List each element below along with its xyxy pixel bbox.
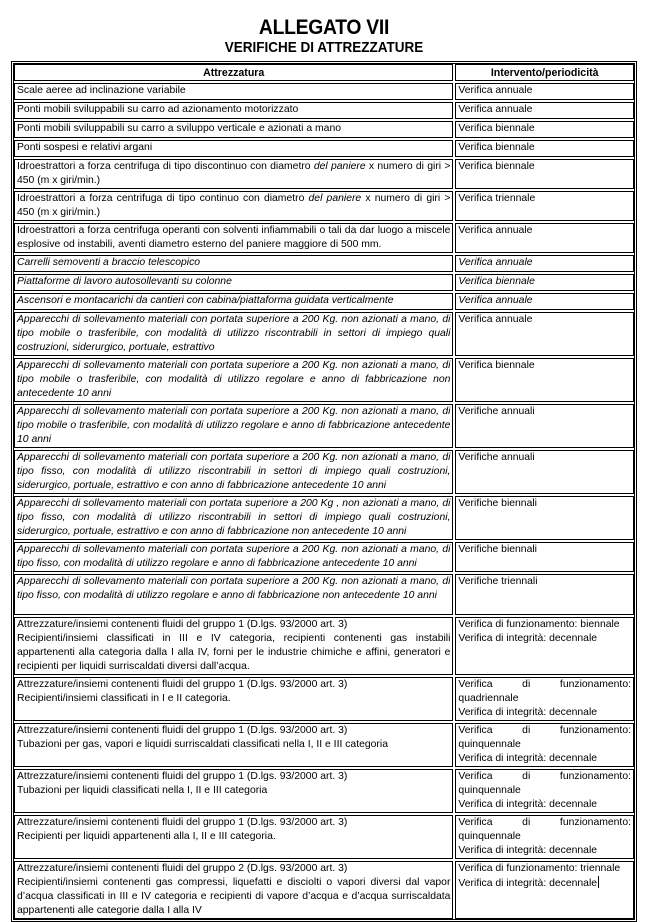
table-row xyxy=(14,450,634,494)
cell-attrezzatura: Attrezzature/insiemi contenenti fluidi del gruppo 1 (D.lgs. 93/2000 art. 3) Recipienti/insiemi classificati in I e II categoria. xyxy=(14,677,453,721)
cell-attrezzatura: Carrelli semoventi a braccio telescopico xyxy=(14,255,453,272)
cell-attrezzatura: Attrezzature/insiemi contenenti fluidi del gruppo 1 (D.lgs. 93/2000 art. 3) Tubazioni per gas, vapori e liquidi surriscaldati classificati nella I, II e III categoria xyxy=(14,723,453,767)
cell-intervento: Verifica di funzionamento: biennale Verifica di integrità: decennale xyxy=(455,617,634,675)
cell-attrezzatura: Apparecchi di sollevamento materiali con portata superiore a 200 Kg. non azionati a mano, di tipo fisso, con modalità di utilizzo riscontrabili in settori di impiego quali costruzioni, siderurgico, portuale, estrattivo e con anno di fabbricazione antecedente 10 anni xyxy=(14,450,453,494)
table-row xyxy=(14,496,634,540)
cell-intervento: Verifica di funzionamento: quinquennale Verifica di integrità: decennale xyxy=(455,815,634,859)
table-row xyxy=(14,159,634,189)
cell-intervento: Verifica triennale xyxy=(455,191,634,221)
cell-attrezzatura: Ascensori e montacarichi da cantieri con cabina/piattaforma guidata verticalmente xyxy=(14,293,453,310)
cell-attrezzatura: Scale aeree ad inclinazione variabile xyxy=(14,83,453,100)
table-row xyxy=(14,121,634,138)
table-row xyxy=(14,191,634,221)
cell-intervento: Verifica annuale xyxy=(455,255,634,272)
table-row xyxy=(14,223,634,253)
cell-intervento: Verifiche annuali xyxy=(455,404,634,448)
cell-intervento: Verifica annuale xyxy=(455,293,634,310)
cell-intervento: Verifiche annuali xyxy=(455,450,634,494)
table-row xyxy=(14,815,634,859)
cell-intervento: Verifiche biennali xyxy=(455,542,634,572)
cell-intervento: Verifica annuale xyxy=(455,223,634,253)
cell-attrezzatura: Attrezzature/insiemi contenenti fluidi del gruppo 1 (D.lgs. 93/2000 art. 3) Recipienti/insiemi classificati in III e IV categoria, recipienti contenenti gas instabili appartenenti alla categoria dalla I alla IV, forni per le industrie chimiche e affini, generatori e recipienti per liquidi surriscaldati diversi dall’acqua. xyxy=(14,617,453,675)
table-row xyxy=(14,255,634,272)
table-row xyxy=(14,274,634,291)
cell-attrezzatura: Idroestrattori a forza centrifuga operanti con solventi infiammabili o tali da dar luogo a miscele esplosive od instabili, aventi diametro esterno del paniere maggiore di 500 mm. xyxy=(14,223,453,253)
table-row xyxy=(14,358,634,402)
cell-intervento: Verifica biennale xyxy=(455,140,634,157)
cell-attrezzatura: Apparecchi di sollevamento materiali con portata superiore a 200 Kg. non azionati a mano, di tipo mobile o trasferibile, con modalità di utilizzo riscontrabili in settori di impiego quali costruzioni, siderurgico, portuale, estrattivo xyxy=(14,312,453,356)
table-row xyxy=(14,723,634,767)
table-row xyxy=(14,769,634,813)
table-row xyxy=(14,312,634,356)
cell-attrezzatura: Attrezzature/insiemi contenenti fluidi del gruppo 2 (D.lgs. 93/2000 art. 3) Recipienti/insiemi contenenti gas compressi, liquefatti e disciolti o vapori diversi dal vapor d’acqua classificati in III e IV categoria e recipienti di vapore d’acqua e d’acqua surriscaldata appartenenti alle categorie dalla I alla IV xyxy=(14,861,453,919)
table-row xyxy=(14,574,634,615)
cell-intervento: Verifica biennale xyxy=(455,159,634,189)
table-header-row xyxy=(14,64,634,81)
cell-attrezzatura: Ponti mobili sviluppabili su carro a sviluppo verticale e azionati a mano xyxy=(14,121,453,138)
cell-intervento: Verifica di funzionamento: quadriennale Verifica di integrità: decennale xyxy=(455,677,634,721)
cell-attrezzatura: Apparecchi di sollevamento materiali con portata superiore a 200 Kg. non azionati a mano, di tipo fisso, con modalità di utilizzo regolare e anno di fabbricazione non antecedente 10 anni xyxy=(14,574,453,615)
table-row xyxy=(14,102,634,119)
cell-intervento: Verifica di funzionamento: quinquennale Verifica di integrità: decennale xyxy=(455,723,634,767)
cell-attrezzatura: Apparecchi di sollevamento materiali con portata superiore a 200 Kg. non azionati a mano, di tipo fisso, con modalità di utilizzo regolare e anno di fabbricazione antecedente 10 anni xyxy=(14,542,453,572)
cell-intervento: Verifica annuale xyxy=(455,83,634,100)
verification-table xyxy=(11,61,637,922)
table-row xyxy=(14,542,634,572)
cell-attrezzatura: Apparecchi di sollevamento materiali con portata superiore a 200 Kg , non azionati a mano, di tipo fisso, con modalità di utilizzo riscontrabili in settori di impiego quali costruzioni, siderurgico, portuale, estrattivo e con anno di fabbricazione non antecedente 10 anni xyxy=(14,496,453,540)
cell-attrezzatura: Piattaforme di lavoro autosollevanti su colonne xyxy=(14,274,453,291)
cell-intervento: Verifica annuale xyxy=(455,102,634,119)
cell-intervento: Verifiche triennali xyxy=(455,574,634,615)
cell-attrezzatura: Idroestrattori a forza centrifuga di tipo continuo con diametro del paniere x numero di giri > 450 (m x giri/min.) xyxy=(14,191,453,221)
header-attrezzatura: Attrezzatura xyxy=(14,64,453,81)
cell-intervento: Verifica di funzionamento: quinquennale Verifica di integrità: decennale xyxy=(455,769,634,813)
cell-attrezzatura: Idroestrattori a forza centrifuga di tipo discontinuo con diametro del paniere x numero di giri > 450 (m x giri/min.) xyxy=(14,159,453,189)
table-row xyxy=(14,140,634,157)
table-row xyxy=(14,404,634,448)
table-row xyxy=(14,293,634,310)
table-row xyxy=(14,83,634,100)
cell-intervento: Verifica biennale xyxy=(455,274,634,291)
table-row xyxy=(14,677,634,721)
cell-attrezzatura: Apparecchi di sollevamento materiali con portata superiore a 200 Kg. non azionati a mano, di tipo mobile o trasferibile, con modalità di utilizzo regolare e anno di fabbricazione antecedente 10 anni xyxy=(14,404,453,448)
document-subtitle: VERIFICHE DI ATTREZZATURE xyxy=(224,39,424,56)
cell-intervento: Verifica biennale xyxy=(455,121,634,138)
cell-intervento: Verifica annuale xyxy=(455,312,634,356)
cell-attrezzatura: Ponti mobili sviluppabili su carro ad azionamento motorizzato xyxy=(14,102,453,119)
cell-intervento[interactable]: Verifica di funzionamento: triennale Verifica di integrità: decennale xyxy=(455,861,634,919)
table-row xyxy=(14,617,634,675)
table-row xyxy=(14,861,634,919)
header-intervento: Intervento/periodicità xyxy=(455,64,634,81)
cell-attrezzatura: Attrezzature/insiemi contenenti fluidi del gruppo 1 (D.lgs. 93/2000 art. 3) Recipienti per liquidi appartenenti alla I, II e III categoria. xyxy=(14,815,453,859)
cell-intervento: Verifiche biennali xyxy=(455,496,634,540)
cell-attrezzatura: Ponti sospesi e relativi argani xyxy=(14,140,453,157)
text-cursor xyxy=(598,876,599,888)
cell-attrezzatura: Attrezzature/insiemi contenenti fluidi del gruppo 1 (D.lgs. 93/2000 art. 3) Tubazioni per liquidi classificati nella I, II e III categoria xyxy=(14,769,453,813)
cell-intervento: Verifica biennale xyxy=(455,358,634,402)
cell-attrezzatura: Apparecchi di sollevamento materiali con portata superiore a 200 Kg. non azionati a mano, di tipo mobile o trasferibile, con modalità di utilizzo regolare e anno di fabbricazione non antecedente 10 anni xyxy=(14,358,453,402)
document-title: ALLEGATO VII xyxy=(258,16,390,39)
